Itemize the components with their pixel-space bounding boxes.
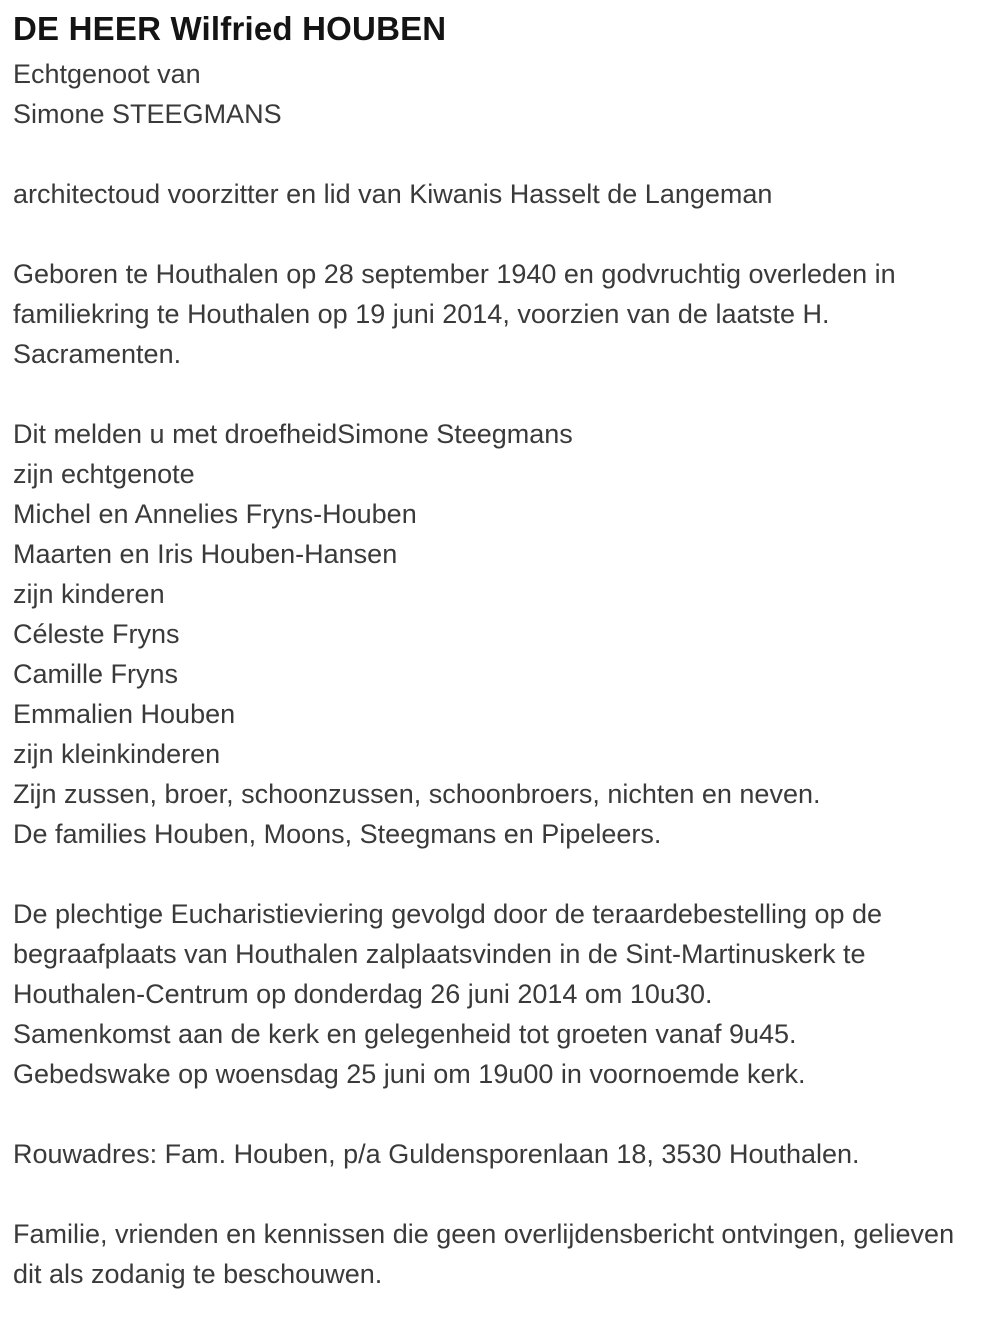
text-line: Camille Fryns <box>13 659 179 689</box>
obituary-body <box>13 54 984 1294</box>
deceased-name-title: DE HEER Wilfried HOUBEN <box>13 10 447 47</box>
text-line: zijn kleinkinderen <box>13 739 221 769</box>
spouse-block <box>13 54 984 134</box>
career-block <box>13 174 984 214</box>
text-line: Céleste Fryns <box>13 619 180 649</box>
text-line: Rouwadres: Fam. Houben, p/a Guldensporenlaan 18, 3530 Houthalen. <box>13 1139 860 1169</box>
text-line: zijn kinderen <box>13 579 165 609</box>
family-block <box>13 414 984 854</box>
notice-block <box>13 1214 984 1294</box>
text-line: Geboren te Houthalen op 28 september 1940 en godvruchtig overleden in familiekring te Houthalen op 19 juni 2014, voorzien van de laatste H. Sacramenten. <box>13 259 896 369</box>
mourning-address-block <box>13 1134 984 1174</box>
text-line: Samenkomst aan de kerk en gelegenheid tot groeten vanaf 9u45. <box>13 1019 797 1049</box>
text-line: Zijn zussen, broer, schoonzussen, schoonbroers, nichten en neven. <box>13 779 821 809</box>
text-line: De plechtige Eucharistieviering gevolgd door de teraardebestelling op de begraafplaats van Houthalen zalplaatsvinden in de Sint-Martinuskerk te Houthalen-Centrum op donderdag 26 juni 2014 om 10u30. <box>13 899 883 1009</box>
text-line: Simone STEEGMANS <box>13 99 282 129</box>
funeral-service-block <box>13 894 984 1094</box>
text-line: Gebedswake op woensdag 25 juni om 19u00 in voornoemde kerk. <box>13 1059 806 1089</box>
birth-death-block <box>13 254 984 374</box>
text-line: architectoud voorzitter en lid van Kiwanis Hasselt de Langeman <box>13 179 773 209</box>
text-line: Emmalien Houben <box>13 699 236 729</box>
text-line: Echtgenoot van <box>13 59 201 89</box>
text-line: Maarten en Iris Houben-Hansen <box>13 539 398 569</box>
text-line: De families Houben, Moons, Steegmans en Pipeleers. <box>13 819 662 849</box>
text-line: Michel en Annelies Fryns-Houben <box>13 499 417 529</box>
text-line: zijn echtgenote <box>13 459 195 489</box>
text-line: Familie, vrienden en kennissen die geen overlijdensbericht ontvingen, gelieven dit als zodanig te beschouwen. <box>13 1219 955 1289</box>
text-line: Dit melden u met droefheidSimone Steegmans <box>13 419 573 449</box>
